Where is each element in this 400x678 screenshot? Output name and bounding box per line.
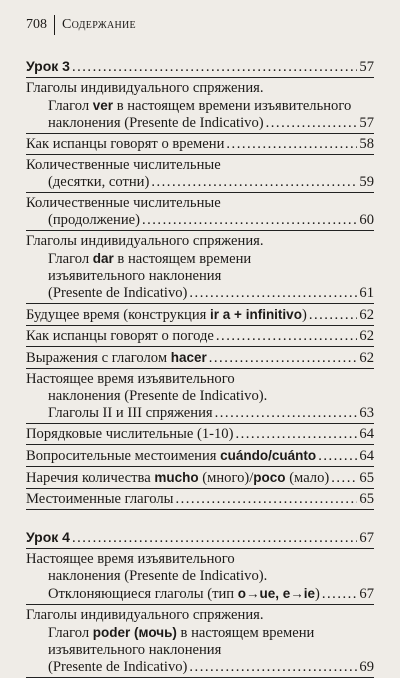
toc-line (26, 405, 374, 422)
term-text: poder (мочь) (92, 625, 177, 640)
toc-line (26, 568, 374, 585)
entry-text: Глаголы индивидуального спряжения. (26, 607, 264, 623)
toc-entry (26, 347, 374, 369)
dot-leader (226, 136, 357, 153)
entry-text (26, 624, 314, 642)
term-text: ir a + infinitivo (210, 307, 302, 322)
toc-line (26, 97, 374, 115)
entry-page-number: 59 (359, 174, 374, 190)
entry-text-part: в настоящем времени изъявительного (113, 98, 352, 114)
dot-leader (175, 491, 357, 508)
entry-text: изъявительного наклонения (48, 642, 222, 658)
entry-page-number: 64 (359, 426, 374, 442)
toc-entry (26, 155, 374, 193)
toc-line (26, 195, 374, 212)
toc-line (26, 624, 374, 642)
entry-text: Настоящее время изъявительного (26, 371, 235, 387)
toc-entry (26, 193, 374, 231)
toc-line (26, 115, 374, 132)
dot-leader (209, 350, 358, 367)
entry-page-number: 62 (359, 328, 374, 344)
entry-page-number: 57 (359, 115, 374, 131)
toc-entry (26, 489, 374, 510)
dot-leader (72, 59, 357, 76)
entry-text: наклонения (Presente de Indicativo). (48, 388, 268, 404)
header-divider (54, 15, 55, 35)
entry-text (26, 349, 207, 367)
toc-line (26, 349, 374, 367)
toc-entry (26, 304, 374, 326)
term-text: mucho (154, 470, 199, 485)
entry-text: (Presente de Indicativo) (48, 659, 188, 675)
toc-line (26, 80, 374, 97)
toc-line (26, 642, 374, 659)
entry-page-number: 63 (359, 405, 374, 421)
entry-text: наклонения (Presente de Indicativo). (48, 568, 268, 584)
dot-leader (151, 174, 357, 191)
toc-entry (26, 424, 374, 445)
entry-text: изъявительного наклонения (48, 268, 222, 284)
toc-line (26, 250, 374, 268)
entry-text (26, 250, 251, 268)
dot-leader (322, 586, 358, 603)
toc-entry (26, 78, 374, 134)
toc-line (26, 285, 374, 302)
toc-line (26, 268, 374, 285)
dot-leader (331, 470, 357, 487)
term-text: hacer (170, 350, 207, 365)
entry-text: Глаголы II и III спряжения (48, 405, 213, 421)
toc-entry (26, 134, 374, 155)
toc-line (26, 585, 374, 603)
running-header (26, 14, 374, 36)
toc-line (26, 371, 374, 388)
entry-text (26, 469, 329, 487)
entry-text-part: в настоящем времени (176, 625, 315, 641)
toc-line (26, 426, 374, 443)
entry-text: (Presente de Indicativo) (48, 285, 188, 301)
entry-text: Местоименные глаголы (26, 491, 174, 507)
entry-page-number: 67 (359, 586, 374, 602)
table-of-contents (26, 56, 374, 678)
toc-entry (26, 326, 374, 347)
entry-text-part: ) (301, 307, 307, 323)
entry-text (26, 585, 320, 603)
toc-line (26, 136, 374, 153)
entry-page-number: 62 (359, 307, 374, 323)
entry-page-number: 60 (359, 212, 374, 228)
toc-entry (26, 549, 374, 605)
entry-text: Глаголы индивидуального спряжения. (26, 80, 264, 96)
entry-text-part: ) (315, 586, 320, 602)
entry-text: Глаголы индивидуального спряжения. (26, 233, 264, 249)
dot-leader (318, 448, 357, 465)
entry-text-part: в настоящем времени (113, 251, 252, 267)
entry-page-number: 61 (359, 285, 374, 301)
entry-text-part: Глагол (48, 98, 93, 114)
toc-line (26, 659, 374, 676)
lesson-page-number: 67 (359, 530, 374, 546)
entry-page-number: 69 (359, 659, 374, 675)
toc-line (26, 491, 374, 508)
entry-text-part: Будущее время (конструкция (26, 307, 211, 323)
term-text: poco (253, 470, 286, 485)
lesson-title: Урок 4 (26, 529, 70, 545)
toc-line (26, 58, 374, 76)
toc-line (26, 607, 374, 624)
toc-line (26, 447, 374, 465)
entry-page-number: 58 (359, 136, 374, 152)
dot-leader (189, 285, 357, 302)
page-number: 708 (26, 17, 47, 32)
entry-text: Как испанцы говорят о времени (26, 136, 225, 152)
toc-line (26, 529, 374, 547)
entry-text-part: Глагол (48, 625, 93, 641)
term-text: cuándo/cuánto (220, 448, 317, 463)
entry-text (26, 306, 307, 324)
term-text: ver (92, 98, 114, 113)
term-text: o→ue, e→ie (237, 586, 315, 601)
entry-page-number: 64 (359, 448, 374, 464)
toc-line (26, 174, 374, 191)
entry-text: Количественные числительные (26, 157, 221, 173)
toc-line (26, 233, 374, 250)
lesson-page-number: 57 (359, 59, 374, 75)
entry-text-part: Глагол (48, 251, 93, 267)
dot-leader (142, 212, 357, 229)
toc-line (26, 306, 374, 324)
toc-line (26, 157, 374, 174)
dot-leader (215, 405, 358, 422)
toc-section (26, 527, 374, 678)
toc-line (26, 212, 374, 229)
toc-entry (26, 231, 374, 304)
entry-text-part: Отклоняющиеся глаголы (тип (48, 586, 238, 602)
toc-line (26, 328, 374, 345)
entry-text-part: Наречия количества (26, 470, 155, 486)
lesson-heading (26, 527, 374, 549)
toc-line (26, 469, 374, 487)
lesson-title: Урок 3 (26, 58, 70, 74)
header-title: Содержание (62, 17, 136, 32)
dot-leader (72, 530, 357, 547)
term-text: dar (92, 251, 114, 266)
entry-page-number: 65 (359, 470, 374, 486)
entry-text (26, 447, 316, 465)
entry-text: (десятки, сотни) (48, 174, 150, 190)
toc-section (26, 56, 374, 510)
entry-text: Количественные числительные (26, 195, 221, 211)
toc-entry (26, 445, 374, 467)
entry-text: Настоящее время изъявительного (26, 551, 235, 567)
entry-text-part: (мало) (285, 470, 330, 486)
toc-line (26, 551, 374, 568)
entry-text-part: Вопросительные местоимения (26, 448, 221, 464)
entry-text: Порядковые числительные (1-10) (26, 426, 234, 442)
entry-text (26, 97, 351, 115)
entry-text: наклонения (Presente de Indicativo) (48, 115, 264, 131)
toc-entry (26, 605, 374, 678)
entry-page-number: 65 (359, 491, 374, 507)
toc-entry (26, 467, 374, 489)
dot-leader (266, 115, 358, 132)
dot-leader (235, 426, 357, 443)
lesson-heading (26, 56, 374, 78)
dot-leader (216, 328, 358, 345)
entry-text: Как испанцы говорят о погоде (26, 328, 214, 344)
entry-page-number: 62 (359, 350, 374, 366)
entry-text-part: (много)/ (198, 470, 254, 486)
dot-leader (189, 659, 357, 676)
toc-line (26, 388, 374, 405)
toc-entry (26, 369, 374, 424)
entry-text: (продолжение) (48, 212, 140, 228)
dot-leader (309, 307, 358, 324)
entry-text-part: Выражения с глаголом (26, 350, 171, 366)
